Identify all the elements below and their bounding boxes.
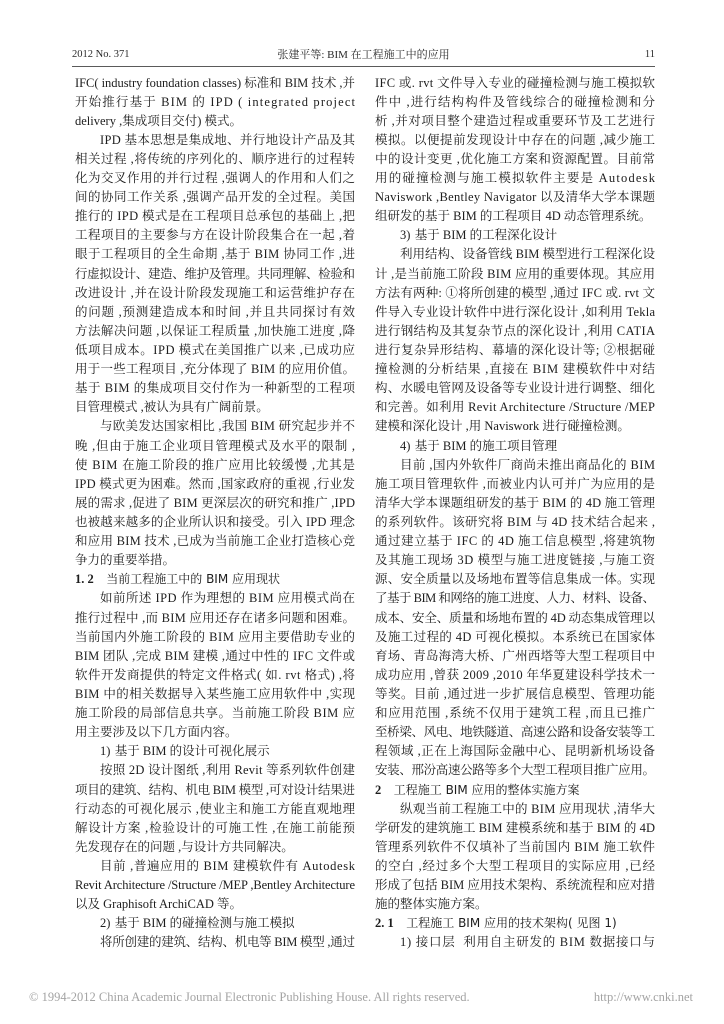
text-line — [375, 589, 655, 608]
issue-label: 2012 No. 371 — [72, 49, 130, 60]
line-text: 的空白 ,经过多个大型工程项目的实际应用 ,已经 — [375, 858, 656, 873]
line-text: 构、水暖电管网及设备等专业设计进行调整、细化 — [375, 381, 656, 396]
text-line — [75, 933, 355, 952]
footer-copyright: © 1994-2012 China Academic Journal Electronic Publishing House. All rights reserved. — [29, 990, 470, 1004]
text-line — [75, 704, 355, 723]
footer-url: http://www.cnki.net — [593, 990, 693, 1004]
text-line — [75, 456, 355, 475]
text-line — [75, 379, 355, 398]
line-text: 件中 ,进行结构构件及管线综合的碰撞检测和分 — [375, 94, 657, 109]
line-text: 使 BIM 在施工阶段的推广应用比较缓慢 ,尤其是 — [75, 457, 356, 472]
line-text: 成本、安全、质量和场地布置的 4D 动态集成管理以 — [375, 610, 655, 625]
line-text: 用的碰撞检测与施工模拟软件主要是 Autodesk — [375, 171, 657, 186]
text-line — [75, 303, 355, 322]
heading-number: 4) — [400, 438, 411, 453]
running-title: 张建平等: BIM 在工程施工中的应用 — [277, 49, 450, 61]
line-text: 眼于工程项目的全生命期 ,基于 BIM 协同工作 ,进 — [75, 247, 356, 262]
section-heading — [375, 914, 655, 933]
paragraph — [75, 131, 355, 418]
text-line — [375, 456, 655, 475]
line-text: IFC 或. rvt 文件导入专业的碰撞检测与施工模拟软 — [375, 75, 656, 90]
header-rule — [72, 66, 655, 67]
line-text: 中的设计变更 ,优化施工方案和资源配置。目前常 — [375, 151, 656, 166]
text-line — [75, 265, 355, 284]
line-text: 和完善。如利用 Revit Architecture /Structure /MEP — [375, 400, 656, 415]
subsection-heading — [75, 742, 355, 761]
heading-title: 基于 BIM 的设计可视化展示 — [114, 744, 270, 759]
text-line — [375, 895, 655, 914]
text-line — [375, 685, 655, 704]
text-line — [375, 398, 655, 417]
line-text: 和应用范围 ,系统不仅用于建筑工程 ,而且已推广 — [375, 706, 656, 721]
text-line — [375, 284, 655, 303]
line-text: 推行过程中 ,而 BIM 应用还存在诸多问题和困难。 — [75, 610, 356, 625]
text-line — [375, 570, 655, 589]
line-text: 纵观当前工程施工中的 BIM 应用现状 ,清华大 — [400, 801, 656, 816]
line-text: 析 ,并对项目整个建造过程或重要环节及工艺进行 — [375, 113, 656, 128]
heading-title: 基于 BIM 的施工项目管理 — [414, 438, 558, 453]
text-line — [75, 417, 355, 436]
text-line — [375, 417, 655, 436]
paragraph — [75, 417, 355, 570]
text-line — [75, 532, 355, 551]
line-text: 软件开发商提供的特定文件格式( 如. rvt 格式) ,将 — [75, 667, 356, 682]
text-line — [375, 647, 655, 666]
text-line — [75, 666, 355, 685]
text-line — [375, 628, 655, 647]
line-text: 间的协同工作关系 ,强调产品开发的全过程。美国 — [75, 190, 356, 205]
line-text: 行动态的可视化展示 ,使业主和施工方能直观地理 — [75, 801, 356, 816]
line-text: 源、安全质量以及场地布置等信息集成一体。实现 — [375, 572, 656, 587]
line-text: 相关过程 ,将传统的序列化的、顺序进行的过程转 — [75, 151, 356, 166]
heading-number: 2) — [100, 916, 111, 931]
text-line — [75, 895, 355, 914]
text-line — [375, 609, 655, 628]
text-line — [375, 857, 655, 876]
left-column — [75, 74, 355, 953]
text-line — [75, 131, 355, 150]
continued-paragraph — [375, 74, 655, 227]
line-text: 等奖。目前 ,通过进一步扩展信息模型、管理功能 — [375, 687, 656, 701]
heading-number: 1) — [100, 744, 111, 759]
text-line — [75, 245, 355, 264]
line-text: 低项目成本。IPD 模式在美国推广以来 ,已成功应 — [75, 343, 356, 358]
text-line — [375, 93, 655, 112]
line-text: 与欧美发达国家相比 ,我国 BIM 研究起步并不 — [100, 419, 356, 434]
paragraph — [75, 857, 355, 914]
right-column — [375, 74, 655, 953]
line-text: 清华大学本课题组研发的基于 BIM 的 4D 施工管理 — [375, 495, 656, 510]
footer — [29, 988, 693, 1006]
line-text: 目前 ,普遍应用的 BIM 建模软件有 Autodesk — [100, 858, 356, 873]
line-text: 及施工过程的 4D 可视化模拟。本系统已在国家体 — [375, 629, 656, 644]
text-line — [375, 322, 655, 341]
line-text: 了基于 BIM 和网络的施工进度、人力、材料、设备、 — [375, 591, 655, 606]
section-heading — [375, 781, 655, 800]
line-text: 以及 Graphisoft ArchiCAD 等。 — [75, 897, 242, 912]
text-line — [75, 628, 355, 647]
text-line — [375, 475, 655, 494]
line-text: 和应用 BIM 技术 ,已成为当前施工企业打造核心竞 — [75, 534, 356, 549]
page-number: 11 — [644, 49, 655, 60]
text-line — [375, 666, 655, 685]
line-text: 如前所述 IPD 作为理想的 BIM 应用模式尚在 — [100, 591, 356, 606]
line-text: 项目的建筑、结构、机电 BIM 模型 ,可对设计结果进 — [75, 782, 355, 797]
line-text: 晚 ,但由于施工企业项目管理模式及水平的限制 , — [75, 438, 356, 453]
text-line — [375, 245, 655, 264]
heading-title: 基于 BIM 的碰撞检测与施工模拟 — [114, 916, 295, 931]
heading-title: 当前工程施工中的 BIM 应用现状 — [106, 572, 281, 587]
text-line — [75, 341, 355, 360]
text-line — [375, 704, 655, 723]
text-line — [75, 781, 355, 800]
text-line — [75, 398, 355, 417]
line-text: 安装、邢汾高速公路等多个大型工程项目推广应用。 — [375, 763, 655, 778]
text-line — [375, 838, 655, 857]
heading-number: 2 — [375, 782, 382, 797]
line-text: 及其施工现场 3D 模型与施工进度链接 ,与施工资 — [375, 553, 656, 568]
line-text: 至桥梁、风电、地铁隧道、高速公路和设备安装等工 — [375, 725, 655, 740]
line-text: 按照 2D 设计图纸 ,利用 Revit 等系列软件创建 — [100, 763, 356, 778]
line-text: 用于一些工程项目 ,充分体现了 BIM 的应用价值。 — [75, 362, 356, 377]
paragraph — [75, 933, 355, 952]
text-line — [375, 513, 655, 532]
text-line — [75, 551, 355, 570]
text-line — [75, 723, 355, 742]
text-line — [375, 800, 655, 819]
text-line — [75, 819, 355, 838]
line-text: IPD 模式更为困难。然而 ,国家政府的重视 ,行业发 — [75, 476, 356, 491]
text-line — [375, 131, 655, 150]
line-text: 管理系列软件不仅填补了当前国内 BIM 施工软件 — [375, 839, 656, 854]
text-line — [75, 857, 355, 876]
line-text: 化为交叉作用的并行过程 ,强调人的作用和人们之 — [75, 171, 356, 186]
text-line — [375, 742, 655, 761]
text-line — [75, 169, 355, 188]
line-text: 争力的重要举措。 — [75, 553, 176, 568]
line-text: 计 ,是当前施工阶段 BIM 应用的重要体现。其应用 — [375, 266, 656, 281]
line-text: 育场、青岛海湾大桥、广州西塔等大型工程项目中 — [375, 648, 656, 663]
line-text: Naviswork ,Bentley Navigator 以及清华大学本课题 — [375, 190, 656, 205]
paragraph — [375, 245, 655, 436]
text-line — [75, 609, 355, 628]
text-line — [75, 284, 355, 303]
line-text: 推行的 IPD 模式是在工程项目总承包的基础上 ,把 — [75, 209, 356, 224]
line-text: 进行复杂异形结构、幕墙的深化设计等; ②根据碰 — [375, 343, 656, 358]
line-text: BIM 中的相关数据导入某些施工应用软件中 ,实现 — [75, 687, 356, 701]
text-line — [375, 360, 655, 379]
line-text: 解设计方案 ,检验设计的可施工性 ,在施工前能预 — [75, 820, 356, 835]
line-text: 基于 BIM 的集成项目交付作为一种新型的工程项 — [75, 381, 356, 396]
line-text: 成功应用 ,曾获 2009 ,2010 年华夏建设科学技术一 — [375, 667, 656, 682]
line-text: 进行钢结构及其复杂节点的深化设计 ,利用 CATIA — [375, 323, 656, 338]
text-line — [75, 360, 355, 379]
line-text: Revit Architecture /Structure /MEP ,Bentley Architecture — [75, 878, 355, 893]
line-text: 学研发的建筑施工 BIM 建模系统和基于 BIM 的 4D — [375, 820, 656, 835]
line-text: 的问题 ,预测建造成本和时间 ,并且共同探讨有效 — [75, 304, 356, 319]
text-line — [375, 341, 655, 360]
line-text: 也被越来越多的企业所认识和接受。引入 IPD 理念 — [75, 515, 356, 530]
text-line — [75, 112, 355, 131]
line-text: 建模和深化设计 ,用 Naviswork 进行碰撞检测。 — [375, 419, 630, 434]
text-line — [375, 303, 655, 322]
line-text: 通过建立基于 IFC 的 4D 施工信息模型 ,将建筑物 — [375, 534, 656, 549]
subsection-heading — [75, 914, 355, 933]
text-line — [75, 437, 355, 456]
line-text: 方法有两种: ①将所创建的模型 ,通过 IFC 或. rvt 文 — [375, 285, 656, 300]
text-line — [375, 876, 655, 895]
text-line — [375, 494, 655, 513]
line-text: IFC( industry foundation classes) 标准和 BIM 技术 ,并 — [75, 75, 355, 90]
text-line — [75, 761, 355, 780]
line-text: 组研发的基于 BIM 的工程项目 4D 动态管理系统。 — [375, 209, 652, 224]
text-line — [75, 800, 355, 819]
heading-number: 1. 2 — [75, 572, 94, 587]
text-line — [75, 93, 355, 112]
paragraph — [375, 933, 655, 952]
line-text: IPD 基本思想是集成地、并行地设计产品及其 — [100, 132, 356, 147]
line-text: 先发现存在的问题 ,与设计方共同解决。 — [75, 839, 294, 854]
text-line — [75, 685, 355, 704]
text-line — [75, 226, 355, 245]
line-text: 施工阶段的局部信息共享。当前施工阶段 BIM 应 — [75, 706, 356, 721]
line-text: 利用结构、设备管线 BIM 模型进行工程深化设 — [400, 247, 655, 262]
text-line — [375, 933, 655, 952]
line-text: 目前 ,国内外软件厂商尚未推出商品化的 BIM — [400, 457, 656, 472]
line-text: 件导入专业设计软件中进行深化设计 ,如利用 Tekla — [375, 304, 656, 319]
line-text: 程领域 ,正在上海国际金融中心、昆明新机场设备 — [375, 744, 656, 759]
text-line — [75, 876, 355, 895]
text-line — [375, 551, 655, 570]
text-line — [75, 589, 355, 608]
heading-title: 工程施工 BIM 应用的技术架构( 见图 1) — [406, 916, 617, 931]
text-line — [75, 207, 355, 226]
line-text: 形成了包括 BIM 应用技术架构、系统流程和应对措 — [375, 878, 655, 893]
text-line — [375, 723, 655, 742]
line-text: 1) 接口层 利用自主研发的 BIM 数据接口与 — [400, 935, 656, 950]
line-text: 工程项目的主要参与方在设计阶段集合在一起 ,着 — [75, 228, 356, 243]
line-text: 开始推行基于 BIM 的 IPD ( integrated project — [75, 94, 357, 109]
line-text: 施的整体实施方案。 — [375, 897, 488, 912]
heading-number: 3) — [400, 228, 411, 243]
text-line — [75, 74, 355, 93]
continued-paragraph — [75, 74, 355, 131]
text-line — [375, 169, 655, 188]
line-text: 撞检测的分析结果 ,直接在 BIM 建模软件中对结 — [375, 362, 656, 377]
line-text: 用主要涉及以下几方面内容。 — [75, 725, 238, 740]
paragraph — [75, 761, 355, 857]
line-text: 将所创建的建筑、结构、机电等 BIM 模型 ,通过 — [100, 935, 355, 950]
text-line — [375, 112, 655, 131]
text-line — [75, 475, 355, 494]
heading-title: 基于 BIM 的工程深化设计 — [414, 228, 558, 243]
line-text: 的系列软件。该研究将 BIM 与 4D 技术结合起来 , — [375, 515, 656, 530]
subsection-heading — [375, 437, 655, 456]
line-text: 目管理模式 ,被认为具有广阔前景。 — [75, 400, 269, 415]
line-text: 模拟。以便提前发现设计中存在的问题 ,减少施工 — [375, 132, 656, 147]
text-line — [375, 74, 655, 93]
text-line — [375, 150, 655, 169]
text-line — [375, 379, 655, 398]
paragraph — [75, 589, 355, 742]
line-text: 展的需求 ,促进了 BIM 更深层次的研究和推广 ,IPD — [75, 495, 356, 510]
heading-number: 2. 1 — [375, 916, 394, 931]
line-text: 方法解决问题 ,以保证工程质量 ,加快施工进度 ,降 — [75, 323, 356, 338]
line-text: 改进设计 ,并在设计阶段发现施工和运营维护存在 — [75, 285, 356, 300]
line-text: 行虚拟设计、建造、维护及管理。共同理解、检验和 — [75, 266, 355, 281]
subsection-heading — [375, 226, 655, 245]
text-line — [375, 265, 655, 284]
text-line — [75, 322, 355, 341]
text-line — [75, 188, 355, 207]
line-text: 当前国内外施工阶段的 BIM 应用主要借助专业的 — [75, 629, 356, 644]
line-text: delivery ,集成项目交付) 模式。 — [75, 113, 242, 128]
text-line — [375, 188, 655, 207]
text-line — [375, 532, 655, 551]
text-line — [75, 150, 355, 169]
paragraph — [375, 456, 655, 781]
paragraph — [375, 800, 655, 915]
text-line — [375, 207, 655, 226]
text-line — [375, 819, 655, 838]
text-line — [75, 838, 355, 857]
line-text: 施工项目管理软件 ,而被业内认可并广为应用的是 — [375, 476, 656, 491]
text-line — [375, 761, 655, 780]
text-line — [75, 494, 355, 513]
heading-title: 工程施工 BIM 应用的整体实施方案 — [393, 782, 580, 797]
section-heading — [75, 570, 355, 589]
text-line — [75, 513, 355, 532]
line-text: BIM 团队 ,完成 BIM 建模 ,通过中性的 IFC 文件或 — [75, 648, 356, 663]
text-line — [75, 647, 355, 666]
running-header — [72, 47, 655, 63]
